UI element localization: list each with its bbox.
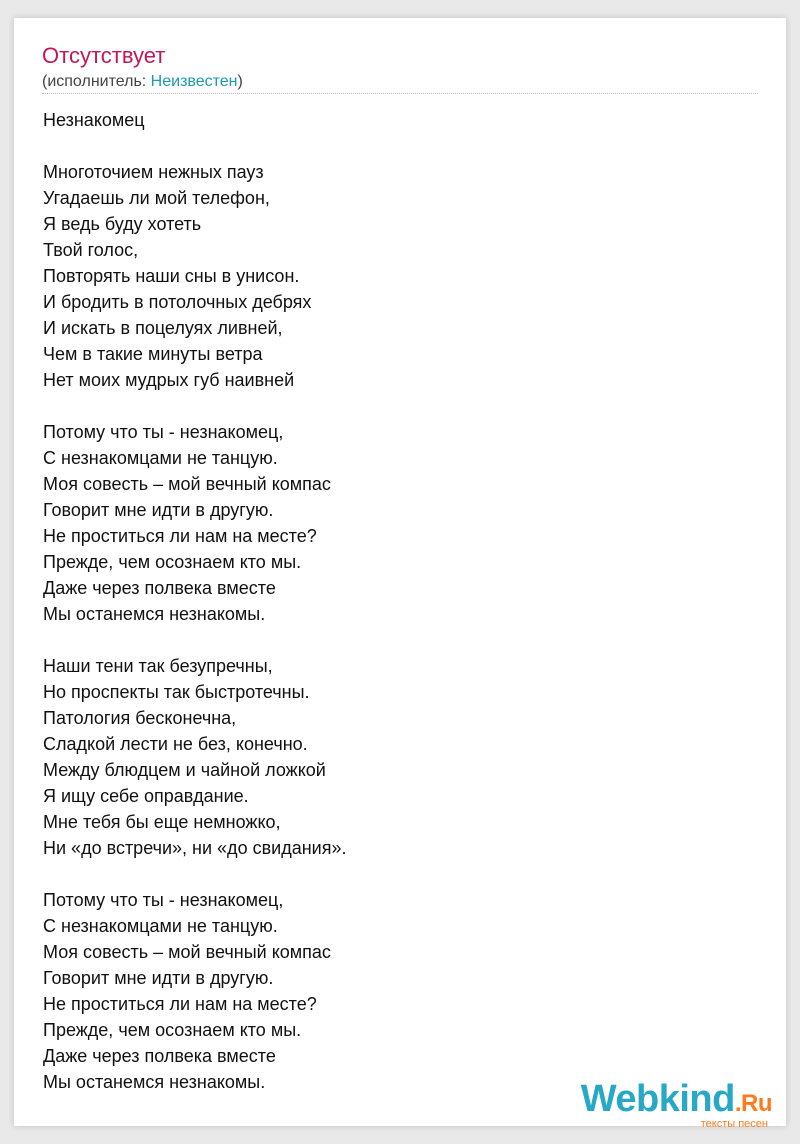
song-title: Отсутствует (42, 43, 166, 68)
lyric-line: Мне тебя бы еще немножко, (43, 812, 281, 832)
lyric-line: Потому что ты - незнакомец, (43, 890, 284, 910)
artist-prefix: (исполнитель: (42, 73, 151, 90)
lyric-line: Моя совесть – мой вечный компас (43, 942, 331, 962)
lyric-line: Незнакомец (43, 110, 145, 130)
lyric-line: Не проститься ли нам на месте? (43, 994, 317, 1014)
lyric-line: Даже через полвека вместе (43, 578, 276, 598)
lyric-line: И бродить в потолочных дебрях (43, 292, 312, 312)
site-logo[interactable] (581, 1079, 772, 1130)
lyric-line: С незнакомцами не танцую. (43, 448, 278, 468)
lyric-line: Многоточием нежных пауз (43, 162, 264, 182)
artist-line (42, 72, 243, 92)
stanza-break (43, 861, 759, 887)
lyric-line: Не проститься ли нам на месте? (43, 526, 317, 546)
divider (42, 93, 758, 94)
lyric-line: Прежде, чем осознаем кто мы. (43, 552, 302, 572)
lyric-line: Но проспекты так быстротечны. (43, 682, 310, 702)
lyric-line: Прежде, чем осознаем кто мы. (43, 1020, 302, 1040)
lyric-line: Чем в такие минуты ветра (43, 344, 263, 364)
stanza-break (43, 133, 759, 159)
lyric-line: Говорит мне идти в другую. (43, 500, 274, 520)
lyric-line: Твой голос, (43, 240, 139, 260)
lyric-line: Я ведь буду хотеть (43, 214, 202, 234)
lyric-line: Мы останемся незнакомы. (43, 1072, 266, 1092)
logo-name: Webkind (580, 1078, 735, 1120)
logo-tagline: тексты песен (700, 1118, 768, 1130)
lyric-line: Моя совесть – мой вечный компас (43, 474, 331, 494)
lyric-line: Патология бесконечна, (43, 708, 237, 728)
lyric-line: Говорит мне идти в другую. (43, 968, 274, 988)
lyric-line: Даже через полвека вместе (43, 1046, 276, 1066)
lyric-line: Я ищу себе оправдание. (43, 786, 249, 806)
lyric-line: Мы останемся незнакомы. (43, 604, 266, 624)
lyric-line: Сладкой лести не без, конечно. (43, 734, 308, 754)
artist-link[interactable]: Неизвестен (150, 73, 238, 90)
lyric-line: Нет моих мудрых губ наивней (43, 370, 295, 390)
logo-tld: .Ru (734, 1090, 772, 1117)
lyric-line: С незнакомцами не танцую. (43, 916, 278, 936)
artist-suffix: ) (237, 73, 243, 90)
lyric-line: Наши тени так безупречны, (43, 656, 273, 676)
lyric-line: Ни «до встречи», ни «до свидания». (43, 838, 347, 858)
lyrics-body (43, 107, 759, 1095)
lyric-line: И искать в поцелуях ливней, (43, 318, 283, 338)
lyric-line: Угадаешь ли мой телефон, (43, 188, 270, 208)
stanza-break (43, 393, 759, 419)
stanza-break (43, 627, 759, 653)
lyric-line: Потому что ты - незнакомец, (43, 422, 284, 442)
lyric-line: Повторять наши сны в унисон. (43, 266, 300, 286)
lyric-line: Между блюдцем и чайной ложкой (43, 760, 326, 780)
